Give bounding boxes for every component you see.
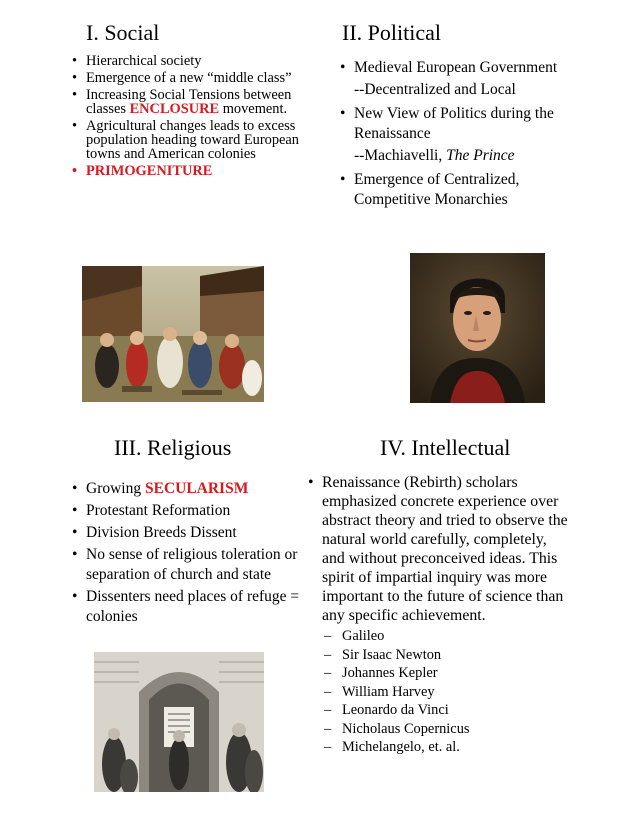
reformation-engraving — [94, 652, 264, 792]
political-item-2: • New View of Politics during the Renaissance — [340, 104, 570, 144]
social-list — [72, 54, 312, 178]
peasant-dance-illustration — [82, 266, 264, 402]
religious-item-3: • Division Breeds Dissent — [72, 523, 302, 543]
religious-item-1 — [72, 479, 302, 499]
the-prince-title: The Prince — [446, 147, 515, 164]
social-item-1: • Hierarchical society — [72, 54, 312, 68]
scientist-item: – Johannes Kepler — [324, 664, 570, 683]
political-list-3 — [340, 170, 570, 210]
scientist-item: – Galileo — [324, 627, 570, 646]
intellectual-list — [308, 473, 570, 625]
political-sub-2-text: --Machiavelli, — [354, 147, 447, 164]
section-social — [72, 20, 312, 181]
reformation-illustration — [94, 652, 264, 792]
intellectual-heading: IV. Intellectual — [380, 435, 511, 460]
religious-item-2: • Protestant Reformation — [72, 501, 302, 521]
political-item-3: • Emergence of Centralized, Competitive Monarchies — [340, 170, 570, 210]
primogeniture-highlight: • PRIMOGENITURE — [72, 164, 312, 178]
enclosure-highlight: ENCLOSURE — [129, 101, 220, 117]
religious-list — [72, 479, 302, 627]
religious-heading: III. Religious — [114, 435, 232, 460]
peasant-dance-painting — [82, 266, 264, 402]
political-heading: II. Political — [342, 20, 441, 45]
social-item-4: • Agricultural changes leads to excess population heading toward European towns and American colonies — [72, 119, 312, 161]
scientist-list — [324, 627, 570, 757]
political-sub-2 — [340, 146, 570, 166]
religious-item-4: • No sense of religious toleration or separation of church and state — [72, 545, 302, 585]
social-item-3-text: Increasing Social Tensions between classes — [86, 87, 292, 117]
secularism-highlight: SECULARISM — [144, 480, 249, 497]
political-list — [340, 58, 570, 78]
scientist-item: – Sir Isaac Newton — [324, 646, 570, 665]
section-religious — [72, 435, 302, 629]
religious-item-1-text: Growing — [86, 480, 145, 497]
social-item-3-post: movement. — [219, 101, 288, 117]
scientist-item: – Nicholaus Copernicus — [324, 720, 570, 739]
political-sub-1: --Decentralized and Local — [354, 81, 516, 98]
section-intellectual — [308, 435, 570, 757]
machiavelli-portrait — [410, 253, 545, 403]
intellectual-paragraph: • Renaissance (Rebirth) scholars emphasized concrete experience over abstract theory and tried to observe the natural world carefully, completely, and without preconceived ideas. This spirit of impartial inquiry was more important to the future of science than any specific achievement. — [308, 473, 570, 625]
scientist-item: – William Harvey — [324, 683, 570, 702]
social-item-2: • Emergence of a new “middle class” — [72, 71, 312, 85]
machiavelli-illustration — [410, 253, 545, 403]
scientist-item: – Michelangelo, et. al. — [324, 738, 570, 757]
political-item-1: • Medieval European Government — [340, 58, 570, 78]
section-political — [340, 20, 570, 210]
religious-item-5: • Dissenters need places of refuge = colonies — [72, 587, 302, 627]
social-item-3 — [72, 88, 312, 116]
social-heading: I. Social — [86, 20, 160, 45]
scientist-item: – Leonardo da Vinci — [324, 701, 570, 720]
political-list-2 — [340, 104, 570, 144]
